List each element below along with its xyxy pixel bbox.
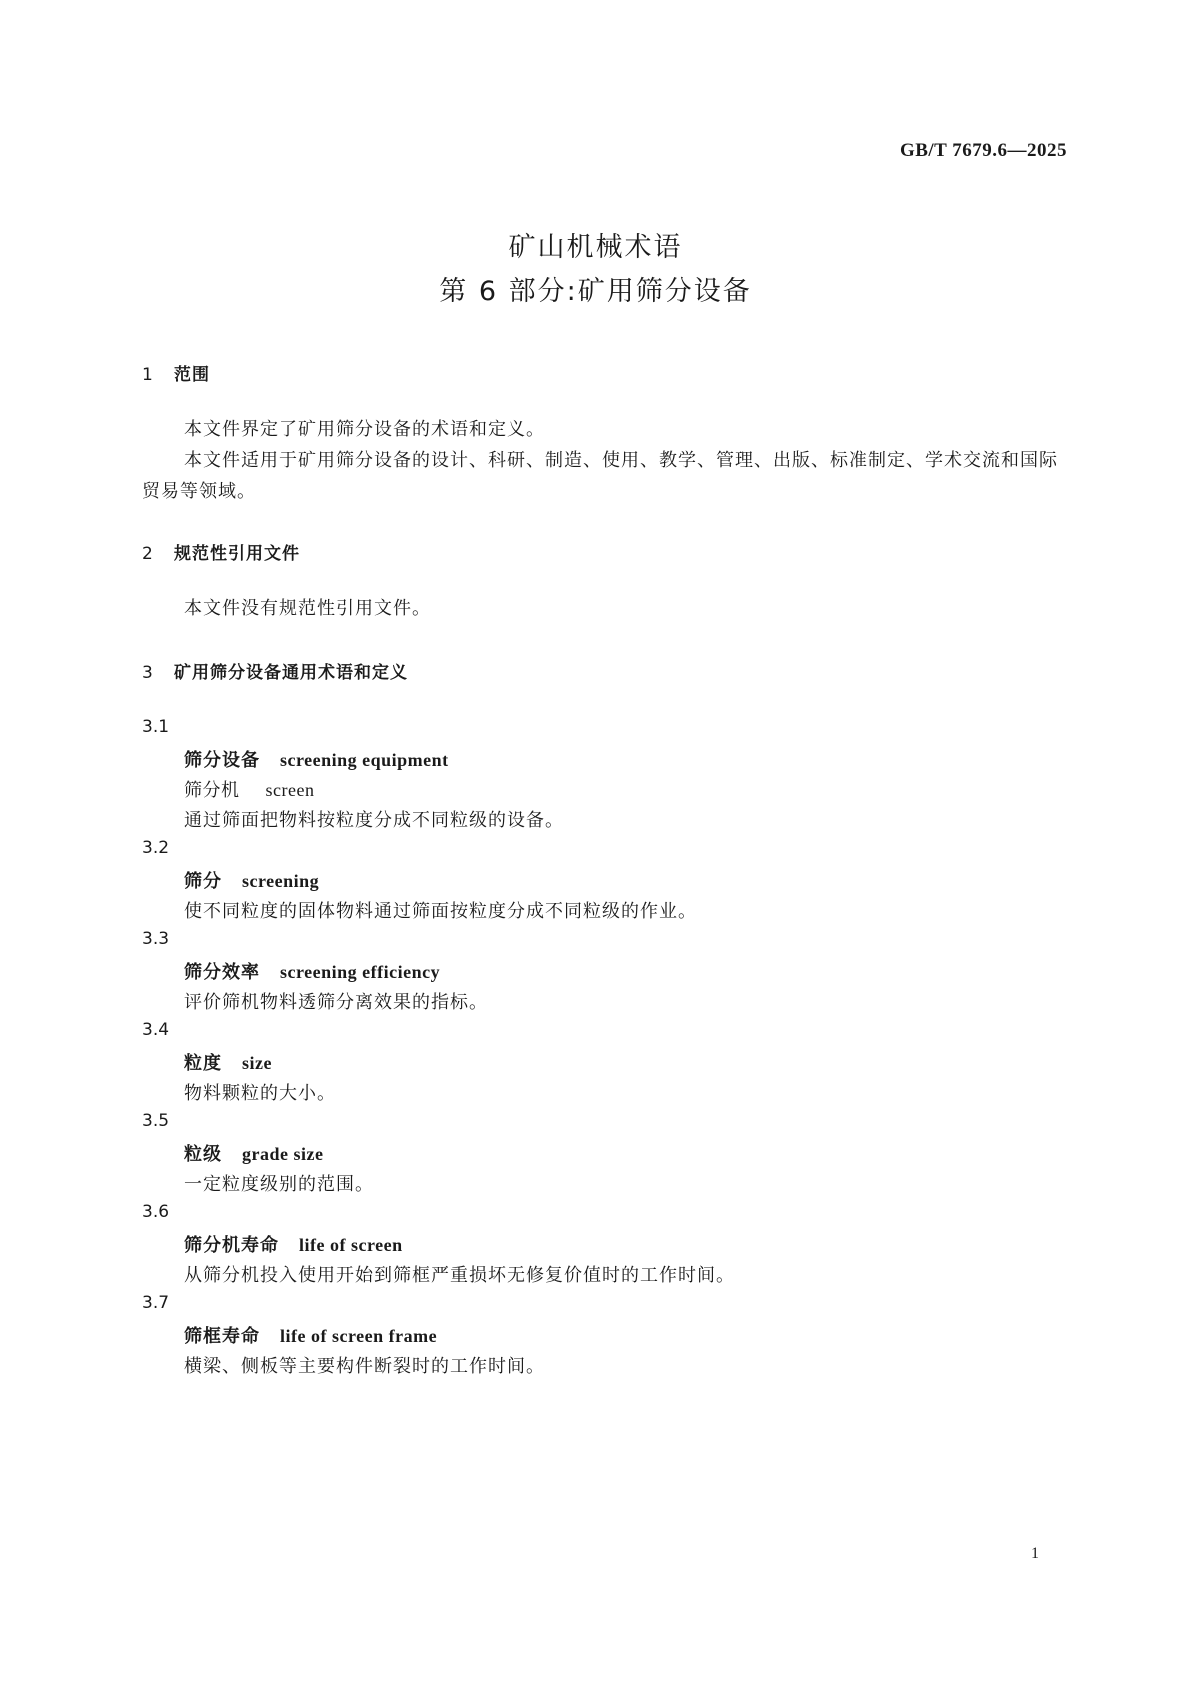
term-definition: 评价筛机物料透筛分离效果的指标。 (184, 992, 488, 1013)
term-entry (184, 1231, 403, 1257)
term-en: screening equipment (280, 750, 449, 770)
term-alt-zh: 筛分机 (184, 780, 240, 801)
term-entry (184, 958, 440, 984)
section-title: 规范性引用文件 (174, 544, 300, 564)
page-number: 1 (1031, 1545, 1039, 1562)
section-title: 矿用筛分设备通用术语和定义 (174, 663, 408, 683)
term-en: screening (242, 871, 320, 891)
term-zh: 粒度 (184, 1053, 222, 1074)
term-entry (184, 746, 449, 772)
term-en: life of screen frame (280, 1326, 438, 1346)
term-en: size (242, 1053, 272, 1073)
term-number: 3.6 (142, 1202, 170, 1222)
term-zh: 筛分设备 (184, 750, 260, 771)
term-definition: 物料颗粒的大小。 (184, 1083, 336, 1104)
term-zh: 筛框寿命 (184, 1326, 260, 1347)
title-line-2: 第 6 部分:矿用筛分设备 (439, 276, 752, 307)
section-number: 3 (142, 663, 154, 683)
term-zh: 筛分效率 (184, 962, 260, 983)
term-definition: 一定粒度级别的范围。 (184, 1174, 374, 1195)
term-zh: 筛分 (184, 871, 222, 892)
term-number: 3.1 (142, 717, 170, 737)
section-number: 1 (142, 365, 154, 385)
term-entry (184, 1049, 272, 1075)
section-heading-terms (142, 658, 408, 683)
term-zh: 粒级 (184, 1144, 222, 1165)
term-admitted-entry (184, 776, 314, 802)
term-number: 3.2 (142, 838, 170, 858)
term-number: 3.3 (142, 929, 170, 949)
title-line-1: 矿山机械术语 (508, 232, 683, 263)
term-entry (184, 1140, 323, 1166)
term-definition: 通过筛面把物料按粒度分成不同粒级的设备。 (184, 810, 564, 831)
term-definition: 横梁、侧板等主要构件断裂时的工作时间。 (184, 1356, 545, 1377)
normative-refs-paragraph: 本文件没有规范性引用文件。 (184, 598, 431, 619)
term-en: life of screen (299, 1235, 403, 1255)
document-title (0, 226, 1191, 314)
term-en: grade size (242, 1144, 324, 1164)
term-definition: 使不同粒度的固体物料通过筛面按粒度分成不同粒级的作业。 (184, 901, 697, 922)
term-definition: 从筛分机投入使用开始到筛框严重损坏无修复价值时的工作时间。 (184, 1265, 735, 1286)
term-number: 3.5 (142, 1111, 170, 1131)
term-alt-en: screen (265, 780, 315, 800)
section-heading-normative-refs (142, 539, 300, 564)
term-entry (184, 1322, 437, 1348)
section-heading-scope (142, 360, 210, 385)
scope-paragraph-2: 本文件适用于矿用筛分设备的设计、科研、制造、使用、教学、管理、出版、标准制定、学术交流和国际贸易等领域。 (142, 450, 1058, 502)
scope-paragraph-1: 本文件界定了矿用筛分设备的术语和定义。 (184, 419, 545, 440)
standard-code: GB/T 7679.6—2025 (899, 140, 1067, 161)
term-number: 3.4 (142, 1020, 170, 1040)
term-entry (184, 867, 319, 893)
term-number: 3.7 (142, 1293, 170, 1313)
term-en: screening efficiency (280, 962, 441, 982)
section-title: 范围 (174, 365, 210, 385)
section-number: 2 (142, 544, 154, 564)
term-zh: 筛分机寿命 (184, 1235, 279, 1256)
